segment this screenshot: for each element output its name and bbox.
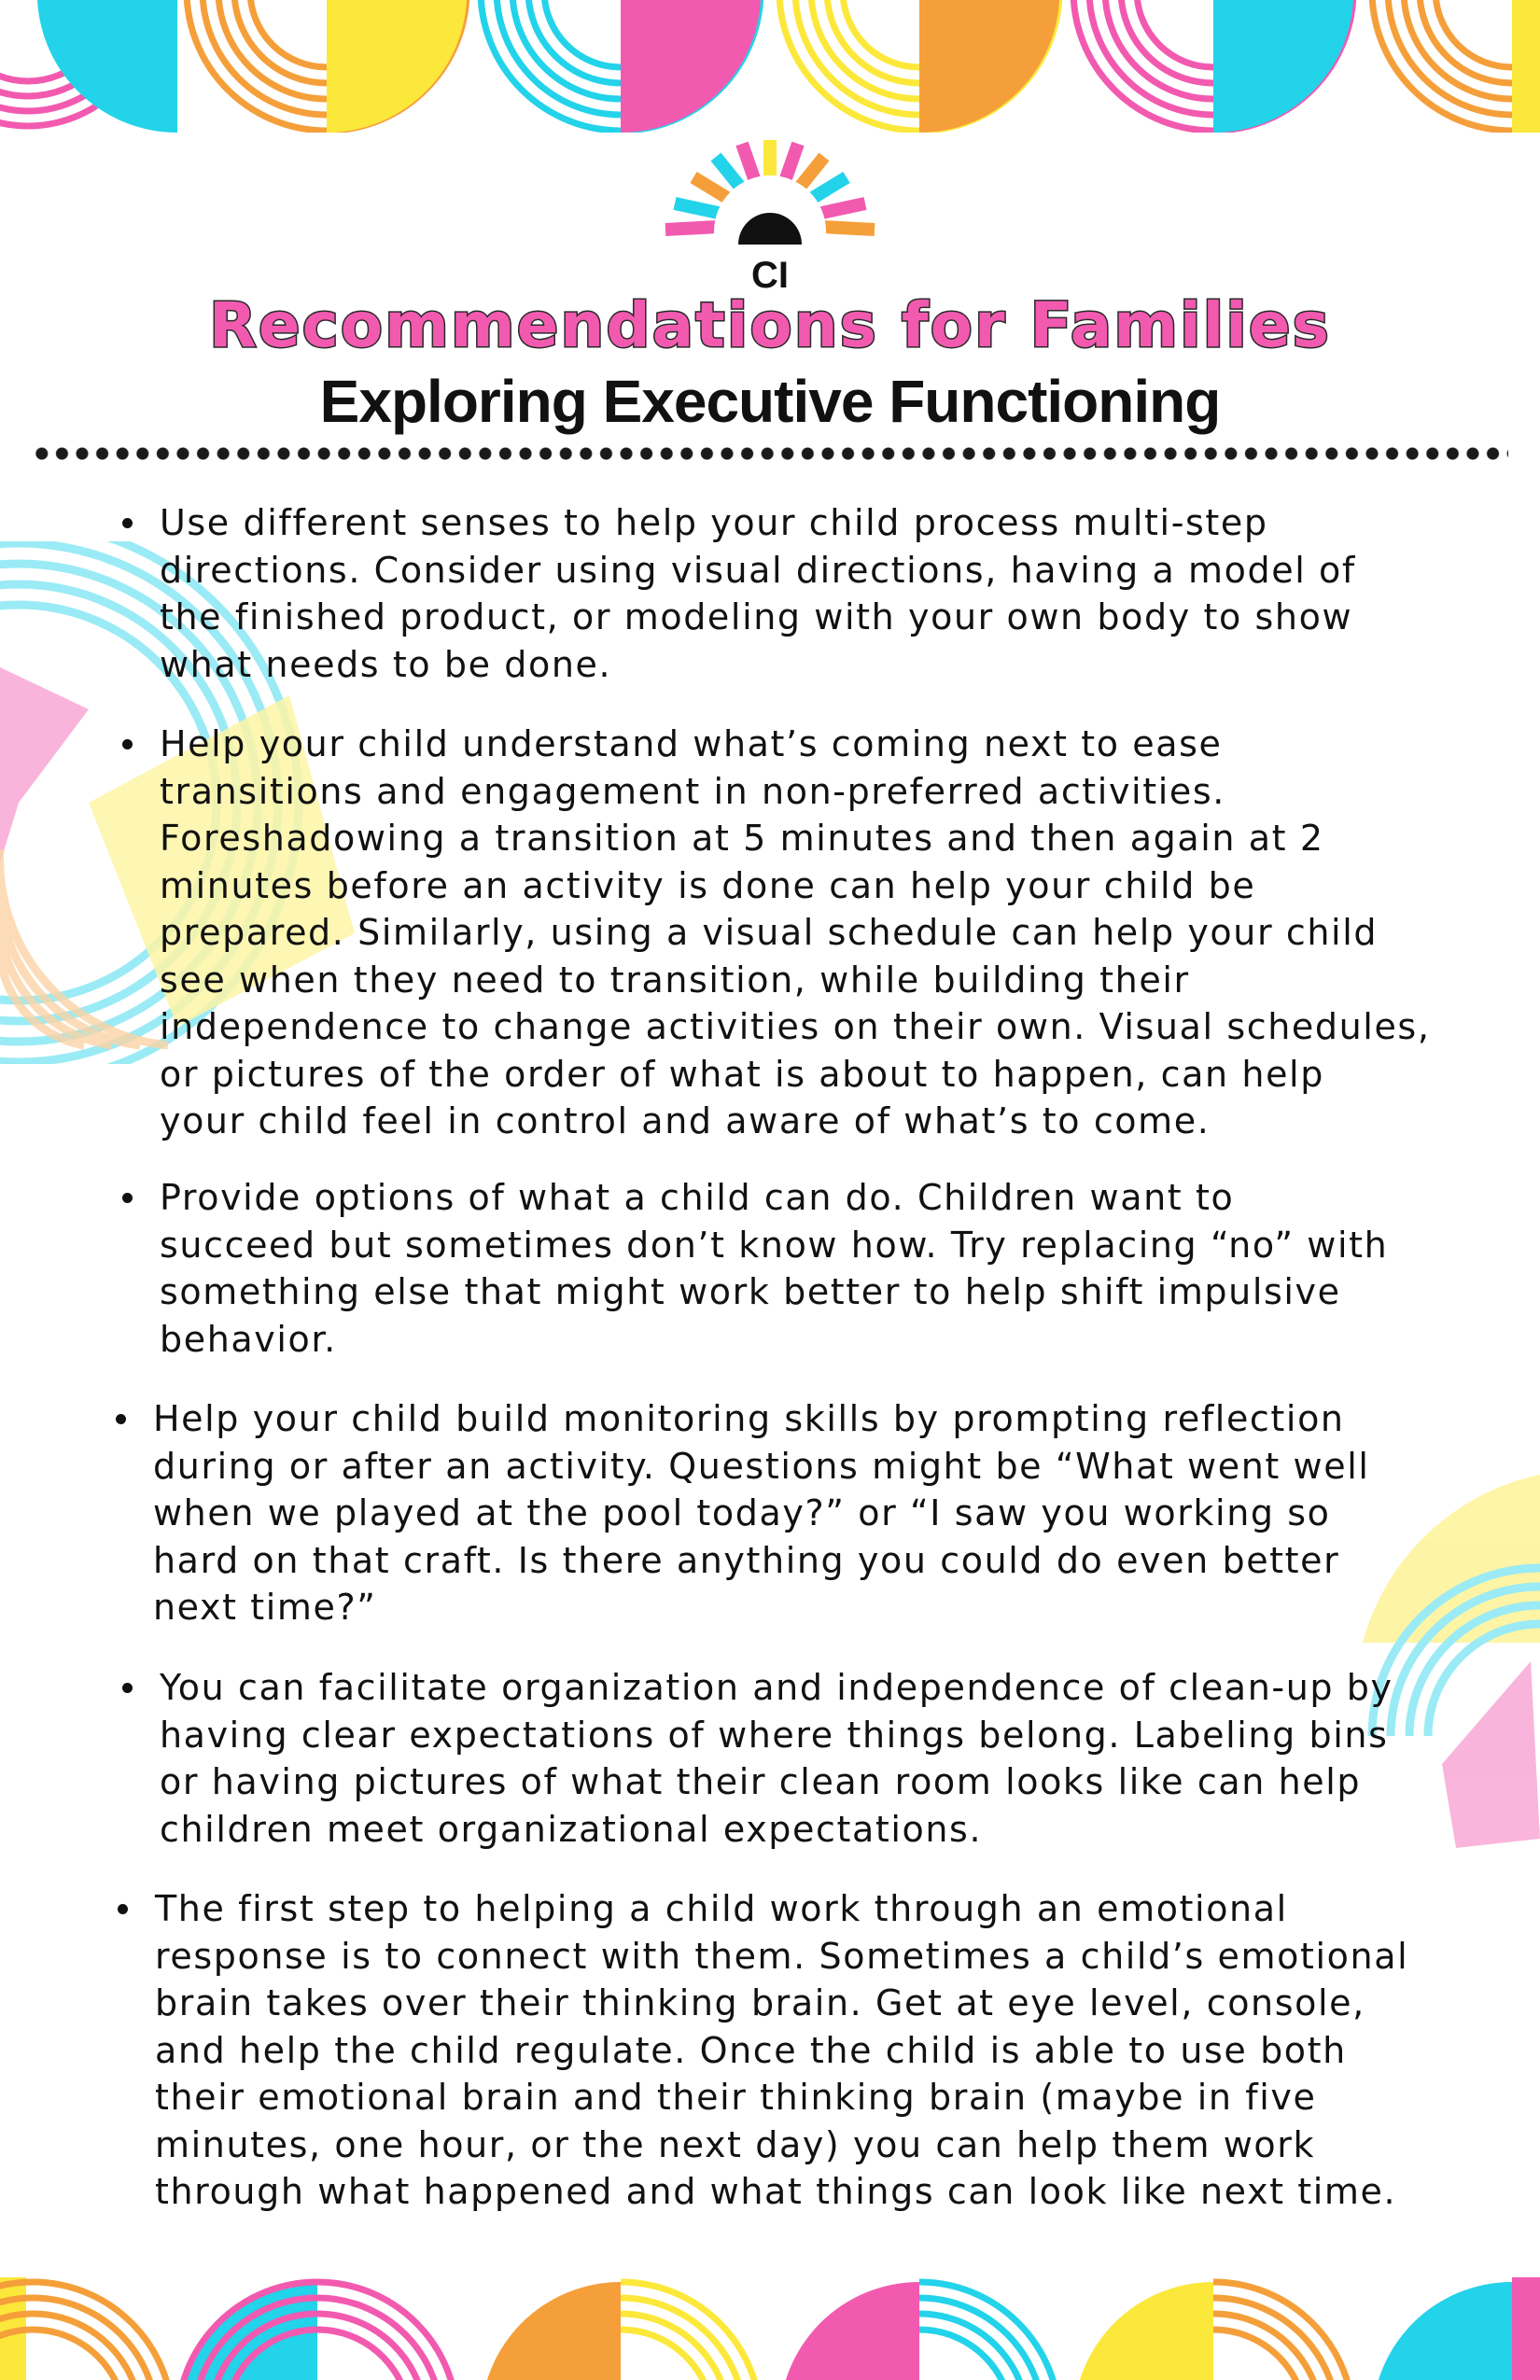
bottom-semicircles	[0, 2259, 1540, 2380]
dotted-divider	[32, 446, 1508, 461]
list-item: Provide options of what a child can do. Children want to succeed but sometimes don’t know how. Try replacing “no” with something else that might work better to help shift impulsive behavior.	[160, 1174, 1532, 1363]
page-subtitle: Exploring Executive Functioning	[319, 368, 1221, 435]
top-decorative-band	[0, 0, 1540, 140]
bottom-decorative-band	[0, 2259, 1540, 2380]
page-title: Recommendations for Families	[209, 289, 1331, 361]
top-semicircles	[0, 0, 1540, 133]
list-item: The first step to helping a child work through an emotional response is to connect with them. Sometimes a child’s emotional brain takes over their thinking brain. Get at eye level, console, and help the child regulate. Once the child is able to use both their emotional brain and their thinking brain (maybe in five minutes, one hour, or the next day) you can help them work through what happened and what things can look like next time.	[155, 1885, 1527, 2216]
list-item: Help your child understand what’s coming next to ease transitions and engagement in non-preferred activities. Foreshadowing a transition at 5 minutes and then again at 2 minutes before an activity is done can help your child be prepared. Similarly, using a visual schedule can help your child see when they need to transition, while building their independence to change activities on their own. Visual schedules, or pictures of the order of what is about to happen, can help your child feel in control and aware of what’s to come.	[160, 721, 1532, 1145]
ci-logo	[649, 131, 891, 299]
list-item: You can facilitate organization and independence of clean-up by having clear expectations of where things belong. Labeling bins or having pictures of what their clean room looks like can help children meet organizational expectations.	[160, 1664, 1532, 1853]
list-item: Help your child build monitoring skills by prompting reflection during or after an activity. Questions might be “What went well when we played at the pool today?” or “I saw you working so hard on that craft. Is there anything you could do even better next time?”	[153, 1395, 1525, 1631]
list-item: Use different senses to help your child process multi-step directions. Consider using visual directions, having a model of the finished product, or modeling with your own body to show what needs to be done.	[160, 499, 1532, 688]
logo-text: CI	[751, 255, 789, 296]
